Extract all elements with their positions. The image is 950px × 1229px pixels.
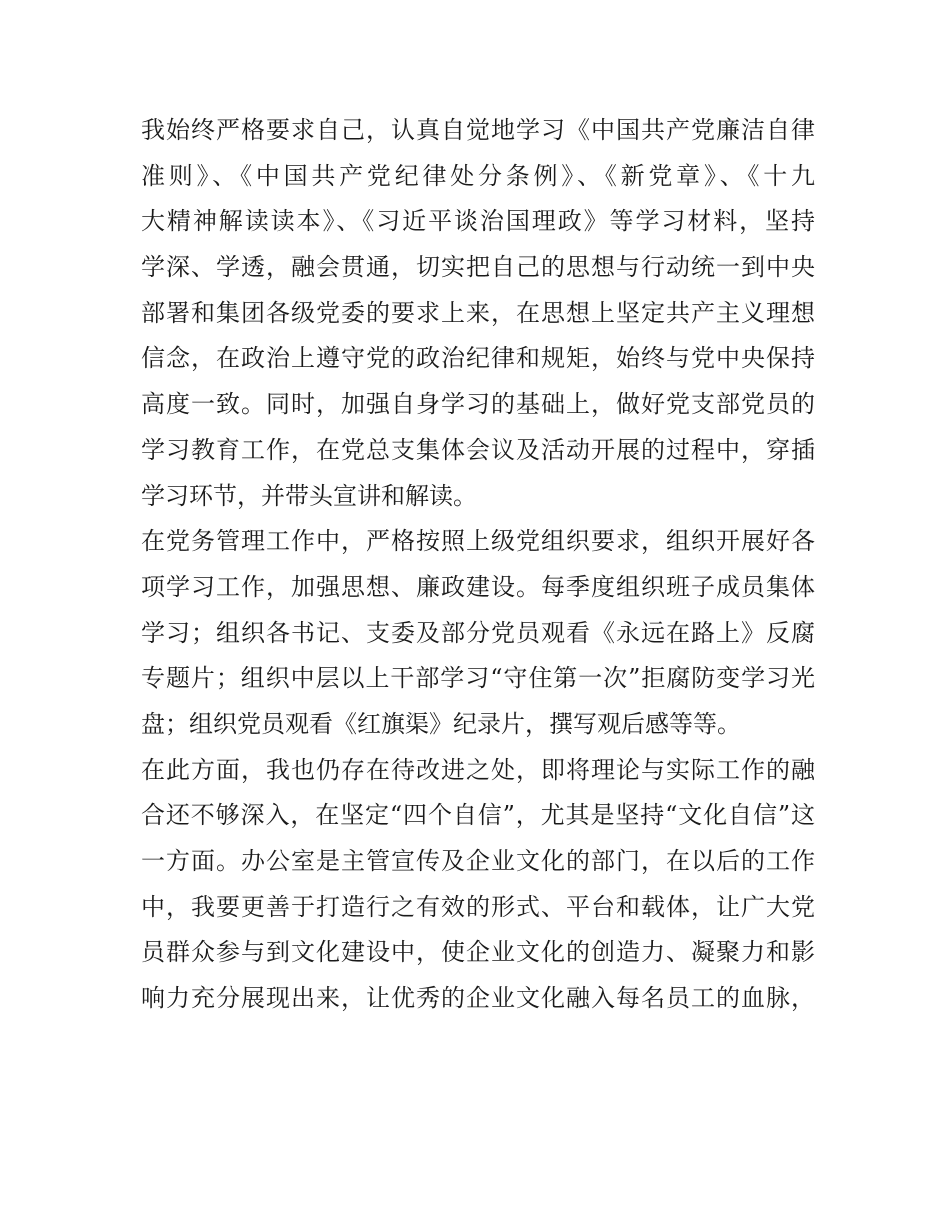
text-line: 准则》、《中国共产党纪律处分条例》、《新党章》、《十九 <box>141 161 815 190</box>
text-line: 盘；组织党员观看《红旗渠》纪录片，撰写观后感等等。 <box>141 709 741 738</box>
text-line: 响力充分展现出来，让优秀的企业文化融入每名员工的血脉， <box>141 984 815 1013</box>
text-line: 员群众参与到文化建设中，使企业文化的创造力、凝聚力和影 <box>141 938 815 967</box>
text-line: 学习环节，并带头宣讲和解读。 <box>141 481 477 510</box>
text-line: 大精神解读读本》、《习近平谈治国理政》等学习材料，坚持 <box>141 207 815 236</box>
text-line: 在党务管理工作中，严格按照上级党组织要求，组织开展好各 <box>141 527 815 556</box>
text-line: 高度一致。同时，加强自身学习的基础上，做好党支部党员的 <box>141 390 815 419</box>
text-line: 在此方面，我也仍存在待改进之处，即将理论与实际工作的融 <box>141 755 815 784</box>
text-line: 专题片；组织中层以上干部学习“守住第一次”拒腐防变学习光 <box>141 664 815 693</box>
paragraph-2 <box>141 519 815 747</box>
text-line: 信念，在政治上遵守党的政治纪律和规矩，始终与党中央保持 <box>141 344 815 373</box>
text-line: 项学习工作，加强思想、廉政建设。每季度组织班子成员集体 <box>141 572 815 601</box>
text-line: 一方面。办公室是主管宣传及企业文化的部门，在以后的工作 <box>141 847 815 875</box>
text-line: 中，我要更善于打造行之有效的形式、平台和载体，让广大党 <box>141 892 815 921</box>
text-line: 学深、学透，融会贯通，切实把自己的思想与行动统一到中央 <box>141 253 815 282</box>
document-body <box>141 108 815 1022</box>
text-line: 合还不够深入，在坚定“四个自信”，尤其是坚持“文化自信”这 <box>141 801 815 830</box>
text-line: 我始终严格要求自己，认真自觉地学习《中国共产党廉洁自律 <box>141 116 815 144</box>
text-line: 学习教育工作，在党总支集体会议及活动开展的过程中，穿插 <box>141 435 815 464</box>
text-line: 部署和集团各级党委的要求上来，在思想上坚定共产主义理想 <box>141 298 815 327</box>
paragraph-1 <box>141 108 815 519</box>
text-line: 学习；组织各书记、支委及部分党员观看《永远在路上》反腐 <box>141 618 815 647</box>
paragraph-3 <box>141 748 815 1022</box>
